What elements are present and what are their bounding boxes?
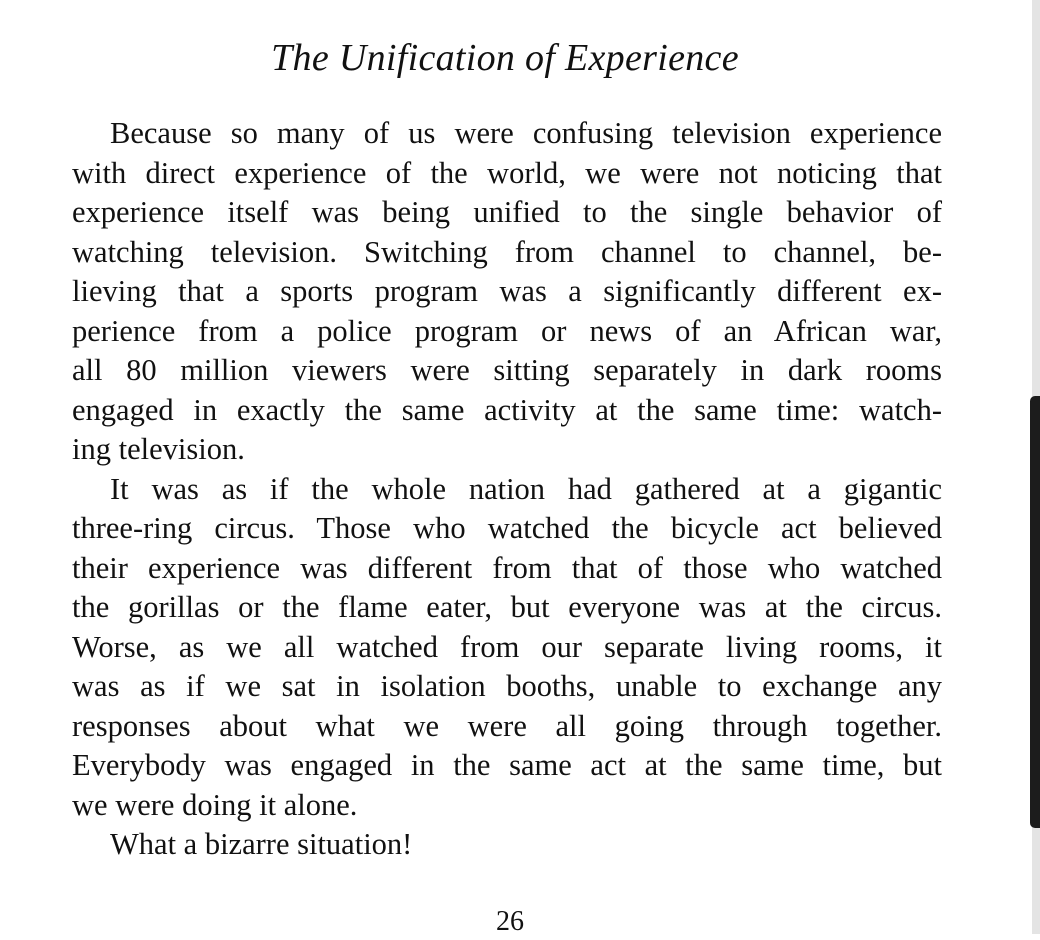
text-line: engaged in exactly the same activity at the same time: watch- bbox=[72, 392, 942, 427]
text-line: was as if we sat in isolation booths, unable to exchange any bbox=[72, 669, 942, 703]
text-line: their experience was different from that of those who watched bbox=[72, 550, 942, 585]
text-line: with direct experience of the world, we were not noticing that bbox=[72, 155, 942, 190]
text-line: all 80 million viewers were sitting separately in dark rooms bbox=[72, 353, 942, 387]
text-line: What a bizarre situation! bbox=[110, 827, 413, 861]
body-text bbox=[72, 114, 942, 865]
text-line: the gorillas or the flame eater, but everyone was at the circus. bbox=[72, 590, 942, 624]
chapter-title: The Unification of Experience bbox=[271, 37, 739, 79]
text-line: three-ring circus. Those who watched the bicycle act believed bbox=[72, 511, 942, 545]
text-line: lieving that a sports program was a significantly different ex- bbox=[72, 274, 942, 308]
text-line: It was as if the whole nation had gathered at a gigantic bbox=[110, 471, 942, 506]
text-line: experience itself was being unified to the single behavior of bbox=[72, 195, 942, 229]
text-line: Everybody was engaged in the same act at the same time, but bbox=[72, 748, 942, 782]
text-line: Because so many of us were confusing television experience bbox=[110, 116, 942, 150]
text-line: ing television. bbox=[72, 432, 245, 466]
text-line: watching television. Switching from channel to channel, be- bbox=[72, 234, 942, 269]
text-line: we were doing it alone. bbox=[72, 787, 358, 822]
text-line: perience from a police program or news of an African war, bbox=[72, 313, 942, 348]
page-number: 26 bbox=[496, 906, 524, 937]
scrollbar[interactable] bbox=[1030, 396, 1040, 828]
text-line: responses about what we were all going through together. bbox=[72, 708, 942, 743]
text-line: Worse, as we all watched from our separate living rooms, it bbox=[72, 629, 942, 664]
